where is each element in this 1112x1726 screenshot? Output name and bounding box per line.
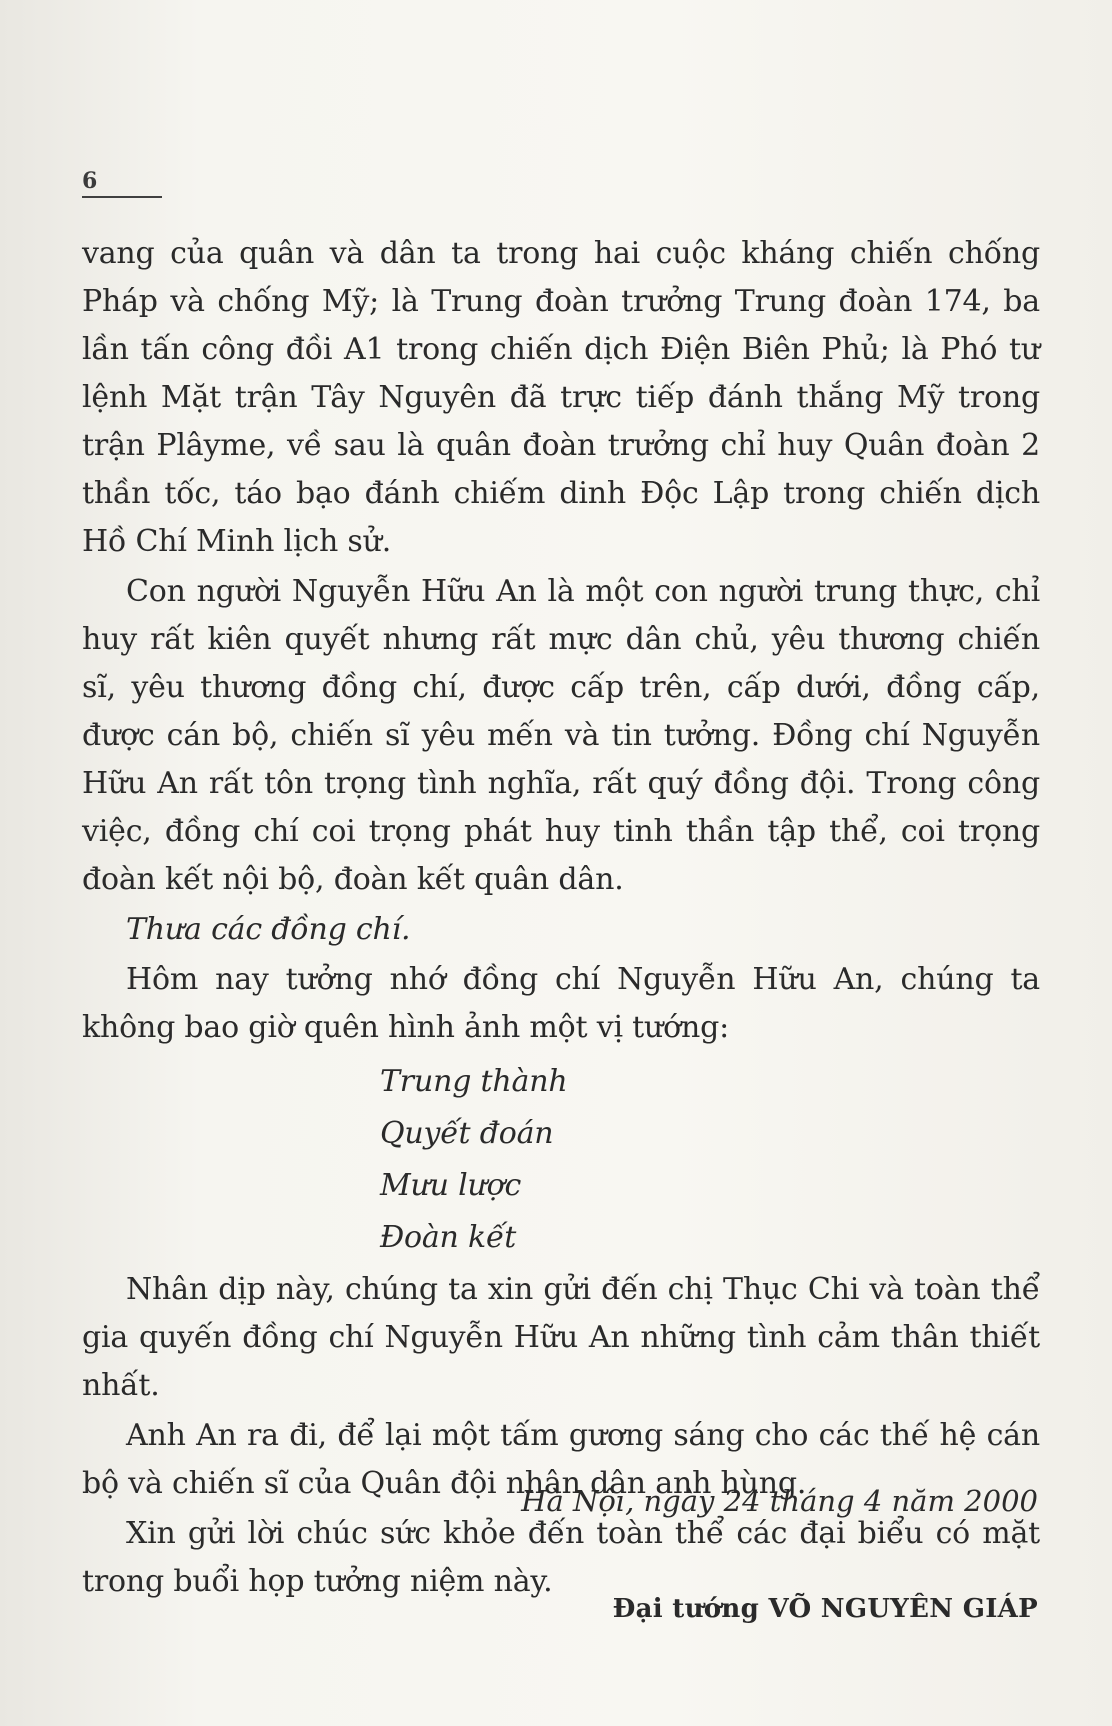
- paragraph-wishes: Xin gửi lời chúc sức khỏe đến toàn thể các đại biểu có mặt trong buổi họp tưởng niệm này.: [82, 1516, 1040, 1599]
- greeting-line: Thưa các đồng chí.: [126, 912, 411, 947]
- paragraph-remembrance: Hôm nay tưởng nhớ đồng chí Nguyễn Hữu An, chúng ta không bao giờ quên hình ảnh một vị tướng:: [82, 962, 1040, 1045]
- paragraph-legacy: Anh An ra đi, để lại một tấm gương sáng cho các thế hệ cán bộ và chiến sĩ của Quân đội nhân dân anh hùng.: [82, 1418, 1040, 1501]
- quality-item: Trung thành: [380, 1064, 568, 1099]
- page-number: 6: [82, 168, 98, 194]
- paragraph-military-career: vang của quân và dân ta trong hai cuộc kháng chiến chống Pháp và chống Mỹ; là Trung đoàn trưởng Trung đoàn 174, ba lần tấn công đồi A1 trong chiến dịch Điện Biên Phủ; là Phó tư lệnh Mặt trận Tây Nguyên đã trực tiếp đánh thắng Mỹ trong trận Plâyme, về sau là quân đoàn trưởng chỉ huy Quân đoàn 2 thần tốc, táo bạo đánh chiếm dinh Độc Lập trong chiến dịch Hồ Chí Minh lịch sử.: [82, 236, 1040, 559]
- quality-item: Quyết đoán: [380, 1116, 554, 1151]
- signature: Đại tướng VÕ NGUYÊN GIÁP: [612, 1594, 1038, 1624]
- page-body: [82, 230, 1040, 1606]
- paragraph-character: Con người Nguyễn Hữu An là một con người trung thực, chỉ huy rất kiên quyết nhưng rất mực dân chủ, yêu thương chiến sĩ, yêu thương đồng chí, được cấp trên, cấp dưới, đồng cấp, được cán bộ, chiến sĩ yêu mến và tin tưởng. Đồng chí Nguyễn Hữu An rất tôn trọng tình nghĩa, rất quý đồng đội. Trong công việc, đồng chí coi trọng phát huy tinh thần tập thể, coi trọng đoàn kết nội bộ, đoàn kết quân dân.: [82, 574, 1040, 897]
- qualities-list: [380, 1056, 1040, 1264]
- paragraph-condolence: Nhân dịp này, chúng ta xin gửi đến chị Thục Chi và toàn thể gia quyến đồng chí Nguyễn Hữu An những tình cảm thân thiết nhất.: [82, 1272, 1040, 1403]
- date-line: Hà Nội, ngày 24 tháng 4 năm 2000: [521, 1484, 1038, 1518]
- quality-item: Đoàn kết: [380, 1220, 517, 1255]
- page-number-rule: [82, 196, 162, 198]
- quality-item: Mưu lược: [380, 1168, 522, 1203]
